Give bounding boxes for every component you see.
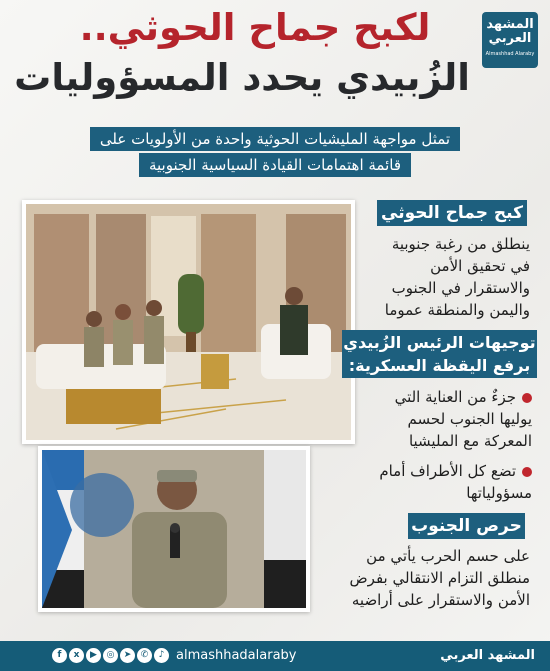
section-3-line: الأمن والاستقرار على أراضيه bbox=[351, 591, 530, 609]
telegram-icon[interactable]: ➤ bbox=[120, 648, 135, 663]
bullet-line: مسؤولياتها bbox=[466, 484, 532, 502]
subtitle-line-1: تمثل مواجهة المليشيات الحوثية واحدة من الأولويات على bbox=[90, 127, 460, 151]
speaker-photo-illustration bbox=[42, 450, 306, 608]
section-2-heading-line-2: برفع اليقظة العسكرية: bbox=[348, 356, 531, 375]
x-icon[interactable]: x bbox=[69, 648, 84, 663]
section-3-body bbox=[318, 545, 530, 611]
section-2-bullet-2 bbox=[320, 460, 532, 504]
tiktok-icon[interactable]: ♪ bbox=[154, 648, 169, 663]
bullet-dot-icon bbox=[522, 467, 532, 477]
bullet-line: جزءٌ من العناية التي bbox=[394, 388, 516, 406]
footer-bar bbox=[0, 641, 550, 671]
bullet-line: تضع كل الأطراف أمام bbox=[379, 462, 516, 480]
bullet-line: المعركة مع المليشيا bbox=[408, 432, 532, 450]
youtube-icon[interactable]: ▶ bbox=[86, 648, 101, 663]
section-1-line: واليمن والمنطقة عموما bbox=[384, 301, 530, 319]
footer-logo: المشهد العربي bbox=[440, 648, 535, 663]
speaker-photo bbox=[38, 446, 310, 612]
section-2-heading-line-1: توجيهات الرئيس الزُبيدي bbox=[343, 333, 536, 352]
meeting-photo bbox=[22, 200, 355, 444]
whatsapp-icon[interactable]: ✆ bbox=[137, 648, 152, 663]
subtitle-line-2: قائمة اهتمامات القيادة السياسية الجنوبية bbox=[139, 153, 411, 177]
section-2-heading bbox=[342, 330, 537, 378]
headline-line-2: الزُبيدي يحدد المسؤوليات bbox=[14, 56, 470, 99]
section-3-line: منطلق التزام الانتقالي بفرض bbox=[349, 569, 530, 587]
brand-logo-name: المشهد العربي bbox=[486, 17, 534, 46]
instagram-icon[interactable]: ◎ bbox=[103, 648, 118, 663]
subtitle-line-2-wrap bbox=[0, 153, 550, 177]
section-2-bullet-1 bbox=[320, 386, 532, 452]
section-1-line: ينطلق من رغبة جنوبية bbox=[391, 235, 530, 253]
headline-line-1: لكبح جماح الحوثي.. bbox=[79, 6, 431, 49]
meeting-photo-illustration bbox=[26, 204, 351, 440]
bullet-dot-icon bbox=[522, 393, 532, 403]
footer-website[interactable]: almashhadalaraby bbox=[176, 648, 297, 663]
section-3-heading: حرص الجنوب bbox=[408, 513, 525, 539]
brand-logo bbox=[482, 12, 538, 68]
section-1-line: والاستقرار في الجنوب bbox=[391, 279, 530, 297]
section-1-body bbox=[358, 233, 530, 321]
brand-logo-sub: Almashhad Alaraby bbox=[485, 51, 535, 57]
section-1-line: في تحقيق الأمن bbox=[430, 257, 530, 275]
section-1-heading: كبح جماح الحوثي bbox=[377, 200, 527, 226]
bullet-line: يوليها الجنوب لحسم bbox=[407, 410, 532, 428]
facebook-icon[interactable]: f bbox=[52, 648, 67, 663]
section-3-line: على حسم الحرب يأتي من bbox=[366, 547, 530, 565]
subtitle-line-1-wrap bbox=[0, 127, 550, 151]
